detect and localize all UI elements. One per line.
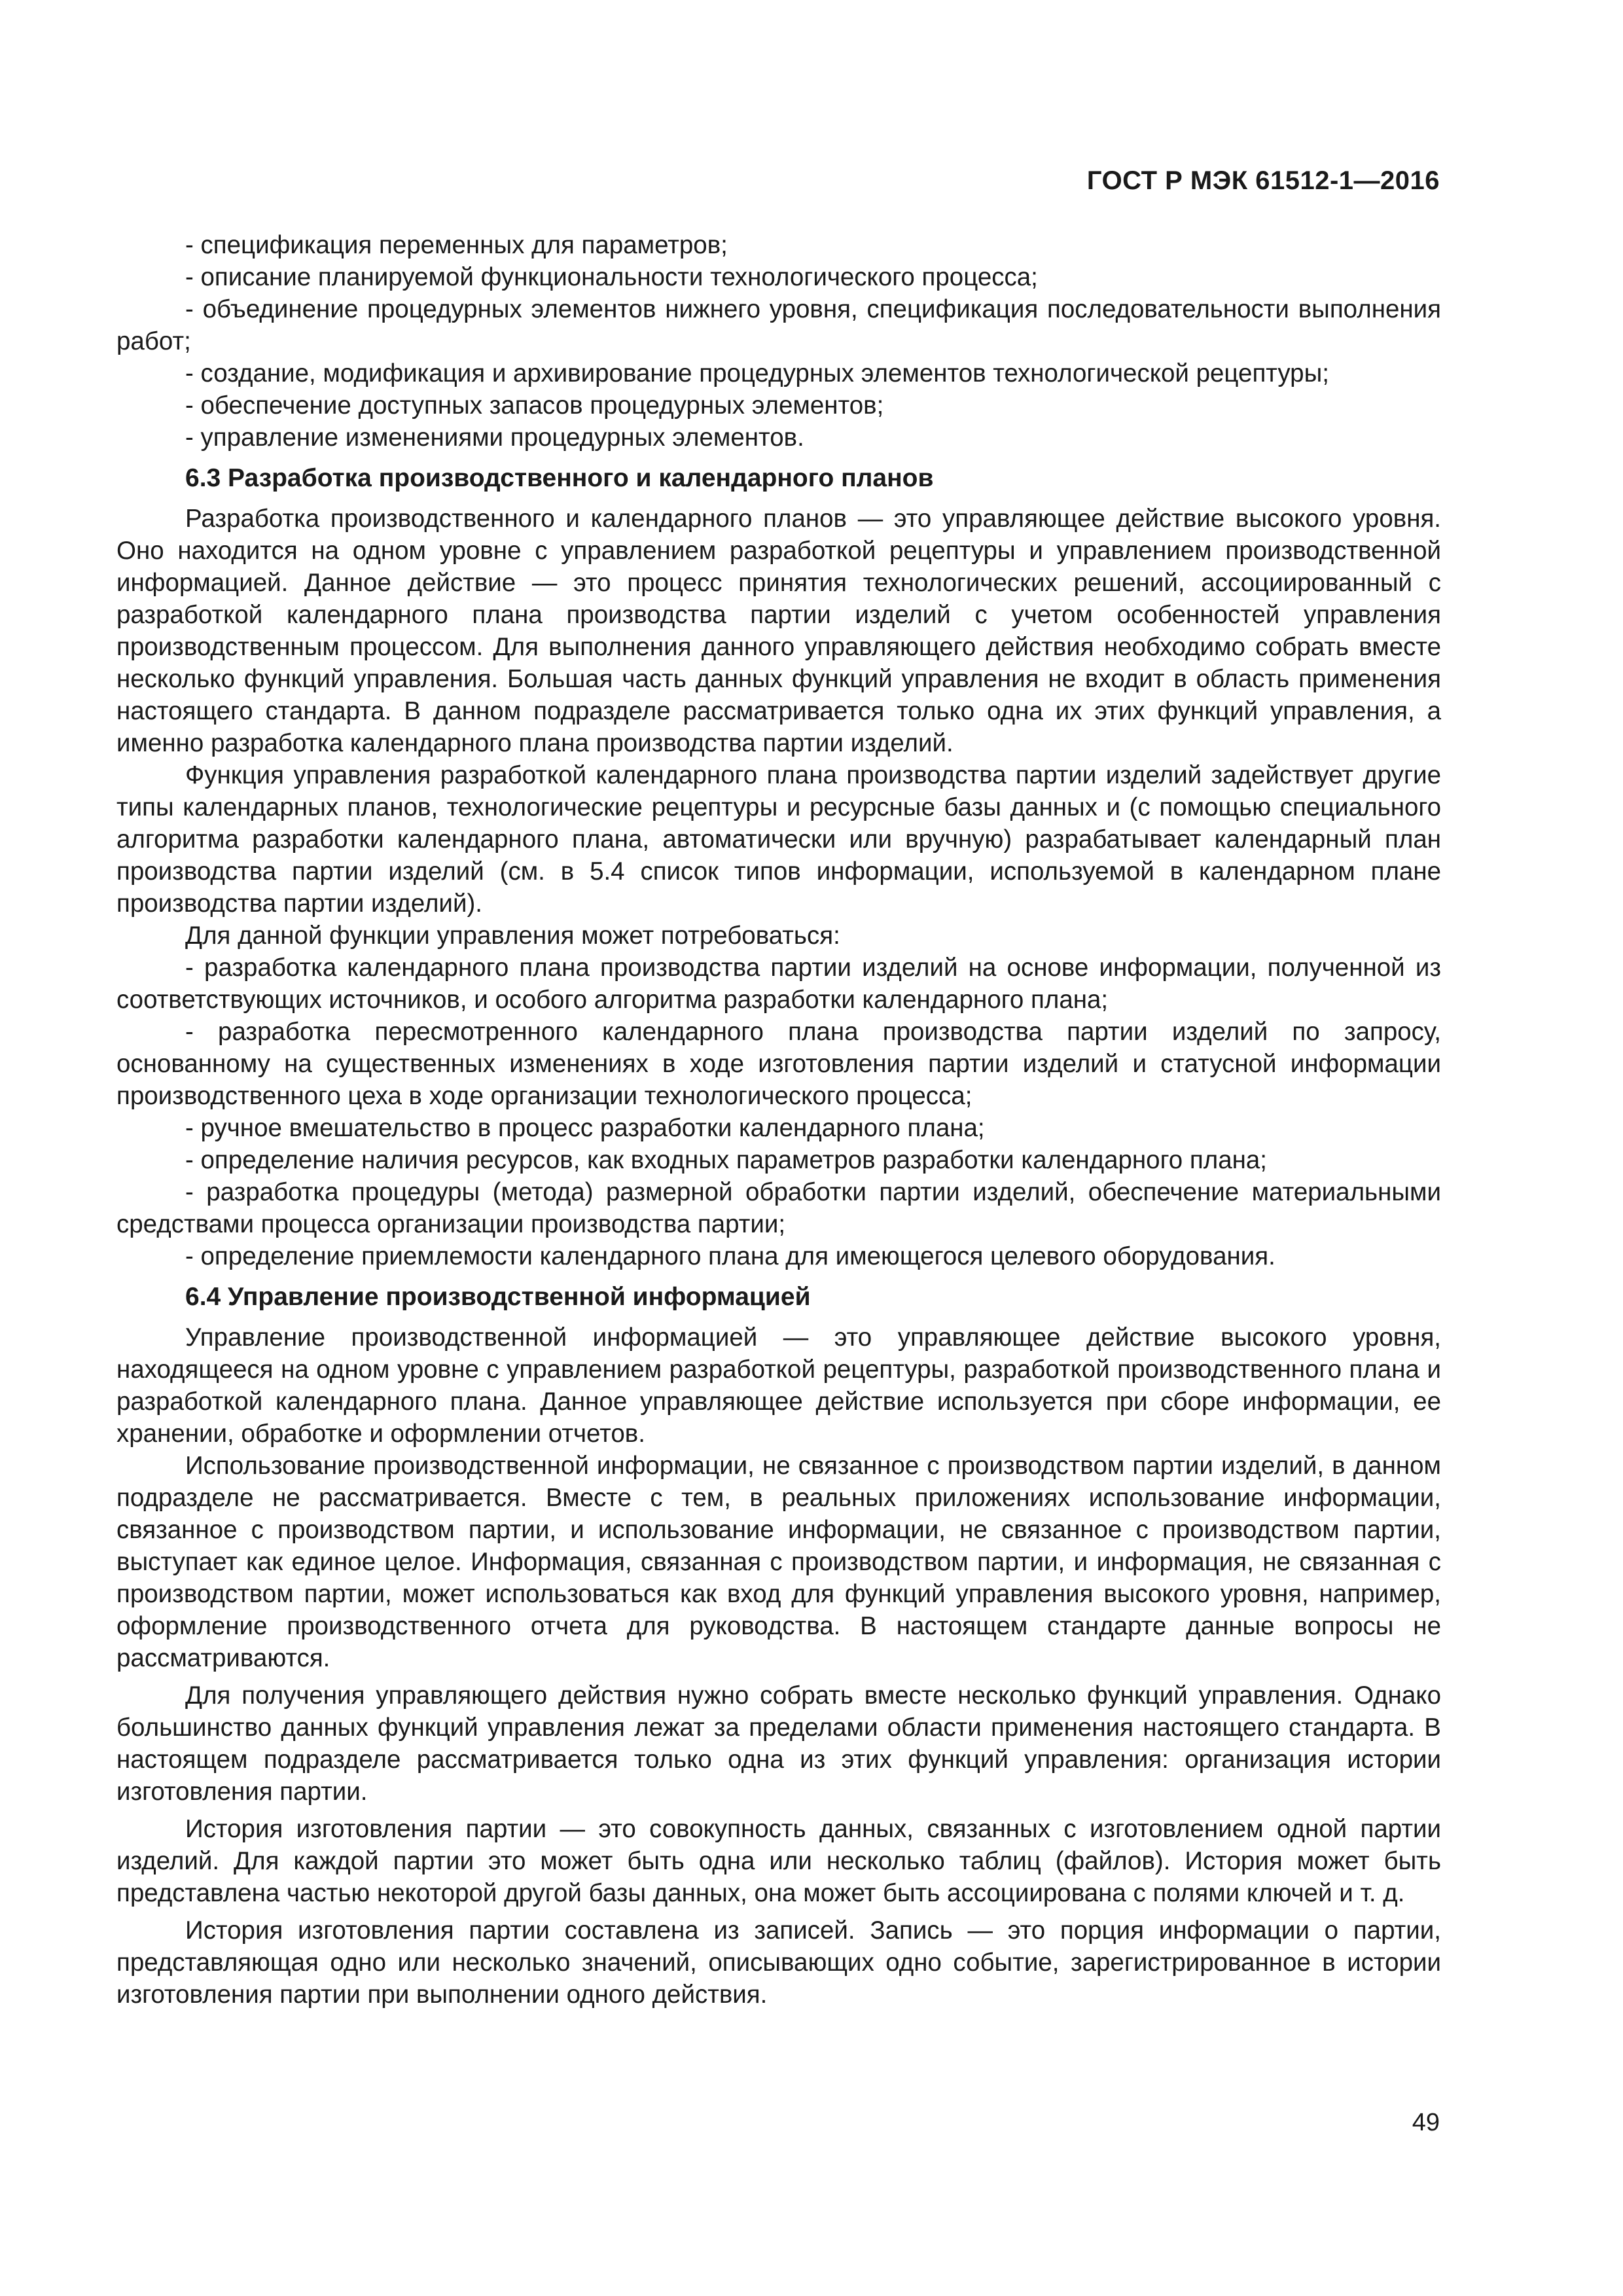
- list-item: - ручное вмешательство в процесс разработки календарного плана;: [185, 1114, 985, 1142]
- section-6-3-paragraph-1: Разработка производственного и календарного планов — это управляющее действие высокого уровня. Оно находится на одном уровне с управлением разработкой рецептуры и управлением производственной информацией. Данное действие — это процесс принятия технологических решений, ассоциированный с разработкой календарного плана производства партии изделий с учетом особенностей управления производственным процессом. Для выполнения данного управляющего действия необходимо собрать вместе несколько функций управления. Большая часть данных функций управления не входит в область применения настоящего стандарта. В данном подразделе рассматривается только одна их этих функций управления, а именно разработка календарного плана производства партии изделий.: [116, 505, 1441, 757]
- list-item: - управление изменениями процедурных элементов.: [185, 423, 804, 452]
- list-item: - разработка пересмотренного календарного плана производства партии изделий по запросу, основанному на существенных изменениях в ходе изготовления партии изделий и статусной информации производственного цеха в ходе организации технологического процесса;: [116, 1018, 1441, 1110]
- list-item: - описание планируемой функциональности технологического процесса;: [185, 263, 1038, 291]
- document-code-header: ГОСТ Р МЭК 61512-1—2016: [1086, 166, 1440, 195]
- section-6-4-paragraph-1: Управление производственной информацией — это управляющее действие высокого уровня, находящееся на одном уровне с управлением разработкой рецептуры, разработкой производственного плана и разработкой календарного плана. Данное управляющее действие используется при сборе информации, ее хранении, обработке и оформлении отчетов.: [116, 1323, 1441, 1448]
- page-body: [116, 229, 1441, 2011]
- section-6-3-paragraph-3: Для данной функции управления может потребоваться:: [185, 922, 840, 950]
- section-6-4-paragraph-4: История изготовления партии — это совокупность данных, связанных с изготовлением одной партии изделий. Для каждой партии это может быть одна или несколько таблиц (файлов). История может быть представлена частью некоторой другой базы данных, она может быть ассоциирована с полями ключей и т. д.: [116, 1815, 1441, 1907]
- section-6-4-paragraph-3: Для получения управляющего действия нужно собрать вместе несколько функций управления. Однако большинство данных функций управления лежат за пределами области применения настоящего стандарта. В настоящем подразделе рассматривается только одна из этих функций управления: организация истории изготовления партии.: [116, 1681, 1441, 1806]
- section-6-3-heading: 6.3 Разработка производственного и календарного планов: [185, 464, 934, 492]
- list-item: - определение наличия ресурсов, как входных параметров разработки календарного плана;: [185, 1146, 1267, 1174]
- list-item: - создание, модификация и архивирование процедурных элементов технологической рецептуры;: [185, 359, 1329, 387]
- section-6-3-paragraph-2: Функция управления разработкой календарного плана производства партии изделий задействует другие типы календарных планов, технологические рецептуры и ресурсные базы данных и (с помощью специального алгоритма разработки календарного плана, автоматически или вручную) разрабатывает календарный план производства партии изделий (см. в 5.4 список типов информации, используемой в календарном плане производства партии изделий).: [116, 761, 1441, 918]
- list-item: - обеспечение доступных запасов процедурных элементов;: [185, 391, 884, 420]
- page-number: 49: [1412, 2109, 1440, 2136]
- list-item: - разработка календарного плана производства партии изделий на основе информации, полученной из соответствующих источников, и особого алгоритма разработки календарного плана;: [116, 954, 1441, 1014]
- section-6-3-list: [116, 952, 1441, 1272]
- list-item: - определение приемлемости календарного плана для имеющегося целевого оборудования.: [185, 1242, 1275, 1270]
- section-6-4-paragraph-5: История изготовления партии составлена из записей. Запись — это порция информации о партии, представляющая одно или несколько значений, описывающих одно событие, зарегистрированное в истории изготовления партии при выполнении одного действия.: [116, 1916, 1441, 2009]
- list-item: - объединение процедурных элементов нижнего уровня, спецификация последовательности выполнения работ;: [116, 295, 1441, 355]
- list-item: - разработка процедуры (метода) размерной обработки партии изделий, обеспечение материальными средствами процесса организации производства партии;: [116, 1178, 1441, 1238]
- section-6-4-paragraph-2: Использование производственной информации, не связанное с производством партии изделий, в данном подразделе не рассматривается. Вместе с тем, в реальных приложениях использование информации, связанное с производством партии, и использование информации, не связанное с производством партии, выступает как единое целое. Информация, связанная с производством партии, и информация, не связанная с производством партии, может использоваться как вход для функций управления высокого уровня, например, оформление производственного отчета для руководства. В настоящем стандарте данные вопросы не рассматриваются.: [116, 1452, 1441, 1672]
- section-6-4-heading: 6.4 Управление производственной информацией: [185, 1283, 811, 1311]
- list-item: - спецификация переменных для параметров;: [185, 231, 728, 259]
- intro-list: [116, 229, 1441, 454]
